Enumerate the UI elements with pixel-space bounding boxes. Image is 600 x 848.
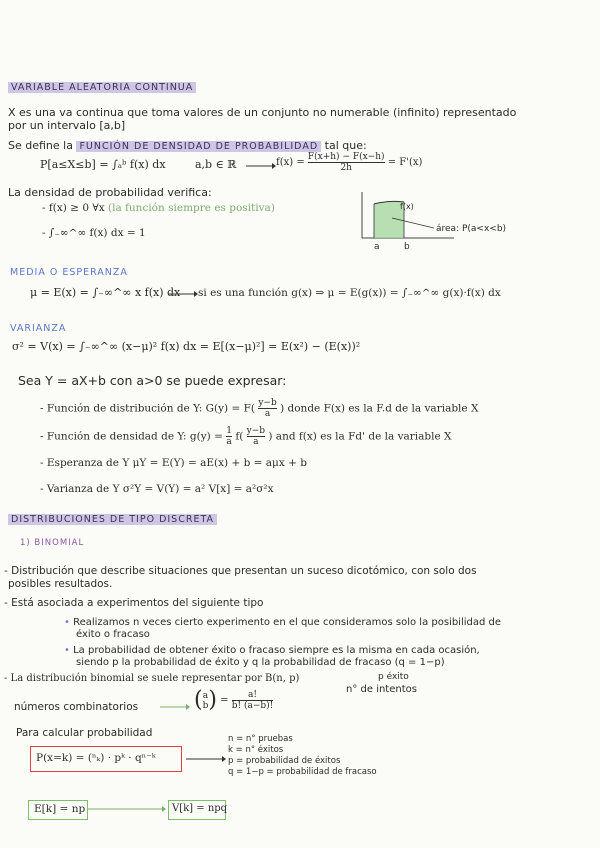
calc-probability-label: Para calcular probabilidad — [16, 727, 153, 739]
legend-q: q = 1−p = probabilidad de fracaso — [228, 767, 377, 777]
bullet-2-text: La probabilidad de obtener éxito o fracaso siempre es la misma en cada ocasión, — [73, 645, 480, 656]
mean-function: si es una función g(x) ⇒ μ = E(g(x)) = ∫₋∞^∞ g(x)·f(x) dx — [198, 287, 501, 299]
density-derivative — [276, 152, 422, 178]
formula-legend — [228, 734, 377, 778]
t2-d1: a — [226, 437, 232, 447]
definition-line-2: por un intervalo [a,b] — [8, 119, 126, 132]
comb-bot: b — [202, 700, 209, 711]
fx-eq: f(x) = — [276, 157, 305, 168]
section-title-vac: VARIABLE ALEATORIA CONTINUA — [8, 80, 196, 95]
section-title-varianza: VARIANZA — [10, 323, 67, 334]
combinatorial-formula: ( a b ) = $\frac{a!}{b! (a-b)!}$ — [194, 687, 274, 713]
bullet-2b: siendo p la probabilidad de éxito y q la probabilidad de fracaso (q = 1−p) — [76, 657, 445, 668]
transform-intro: Sea Y = aX+b con a>0 se puede expresar: — [18, 373, 287, 388]
t2-b: f( — [235, 430, 244, 443]
definition-line-1: X es una va continua que toma valores de un conjunto no numerable (infinito) representado — [8, 106, 517, 119]
binomial-formula: P(x=k) = (ⁿₖ) · pᵏ · qⁿ⁻ᵏ — [36, 752, 156, 764]
bullet-1-text: Realizamos n veces cierto experimento en el que consideramos solo la posibilidad de — [73, 617, 502, 628]
t2-c: ) and f(x) es la Fd' de la variable X — [268, 430, 452, 443]
cond-1: - f(x) ≥ 0 ∀x — [42, 202, 105, 214]
combinatorial-label: números combinatorios — [14, 701, 139, 713]
comb-num: a! — [232, 690, 274, 701]
section-title-media: MEDIA O ESPERANZA — [10, 267, 128, 278]
binomial-desc-2: - Está asociada a experimentos del siguiente tipo — [4, 597, 264, 609]
conditions-title: La densidad de probabilidad verifica: — [8, 186, 212, 199]
cond-1-note: (la función siempre es positiva) — [107, 202, 275, 214]
deriv-num: F(x+h) − F(x−h) — [307, 152, 385, 162]
deriv-den: 2h — [340, 163, 352, 173]
binomial-desc-1b: posibles resultados. — [8, 578, 113, 590]
arrow-icon-3 — [160, 702, 190, 712]
section-title-discreta: DISTRIBUCIONES DE TIPO DISCRETA — [8, 512, 217, 527]
binomial-notation: - La distribución binomial se suele representar por B(n, p) — [4, 673, 300, 684]
arrow-icon-2 — [168, 289, 198, 299]
legend-p: p = probabilidad de éxitos — [228, 756, 341, 766]
t1-a: - Función de distribución de Y: G(y) = F( — [40, 402, 255, 415]
binomial-variance: V[k] = npq — [172, 803, 228, 814]
graph-b-label: b — [404, 242, 410, 252]
mean-integral: μ = E(x) = ∫₋∞^∞ x f(x) dx — [30, 286, 181, 299]
t2-a: - Función de densidad de Y: g(y) = — [40, 430, 223, 443]
t1-num: y−b — [258, 398, 277, 408]
condition-positive — [42, 201, 275, 215]
condition-integral: - ∫₋∞^∞ f(x) dx = 1 — [42, 227, 146, 239]
legend-k: k = n° éxitos — [228, 745, 284, 755]
arrow-icon — [246, 161, 276, 171]
arrow-icon-4 — [186, 754, 226, 764]
transform-variance: - Varianza de Y σ²Y = V(Y) = a² V[x] = a²σ²x — [40, 483, 274, 495]
graph-fx-label: f(x) — [400, 202, 414, 211]
t1-b: ) donde F(x) es la F.d de la variable X — [280, 402, 479, 415]
comb-den: b! (a−b)! — [231, 701, 274, 711]
variance-integral: σ² = V(x) = ∫₋∞^∞ (x−μ)² f(x) dx = E[(x−μ)²] = E(x²) − (E(x))² — [12, 340, 361, 353]
deriv-result: = F'(x) — [387, 157, 423, 168]
ab-real: a,b ∈ ℝ — [195, 158, 237, 171]
bullet-2: • La probabilidad de obtener éxito o fracaso siempre es la misma en cada ocasión, — [64, 645, 480, 656]
transform-mean: - Esperanza de Y μY = E(Y) = aE(x) + b = aμx + b — [40, 457, 307, 469]
def-highlight: FUNCIÓN DE DENSIDAD DE PROBABILIDAD — [76, 141, 321, 152]
bullet-1: • Realizamos n veces cierto experimento en el que consideramos solo la posibilidad de — [64, 617, 502, 628]
transform-density — [40, 426, 452, 450]
graph-area-label: área: P(a<x<b) — [436, 224, 507, 234]
comb-top: a — [202, 690, 209, 701]
binomial-p-label: p éxito — [378, 672, 409, 682]
binomial-n-label: n° de intentos — [346, 684, 417, 695]
binomial-mean: E[k] = np — [34, 803, 86, 815]
def-suffix: tal que: — [324, 139, 367, 152]
t2-n1: 1 — [226, 426, 232, 436]
probability-integral: P[a≤X≤b] = ∫ₐᵇ f(x) dx — [40, 158, 166, 171]
transform-distribution — [40, 398, 478, 422]
legend-n: n = n° pruebas — [228, 734, 293, 744]
t2-n2: y−b — [246, 426, 266, 436]
def-prefix: Se define la — [8, 139, 73, 152]
t2-d2: a — [253, 437, 259, 447]
graph-a-label: a — [374, 242, 380, 252]
t1-den: a — [264, 409, 271, 419]
bullet-1b: éxito o fracaso — [76, 629, 150, 640]
binomial-desc-1: - Distribución que describe situaciones que presentan un suceso dicotómico, con solo dos — [4, 565, 477, 577]
subsection-binomial: 1) BINOMIAL — [20, 538, 85, 548]
arrow-icon-5 — [88, 804, 166, 814]
